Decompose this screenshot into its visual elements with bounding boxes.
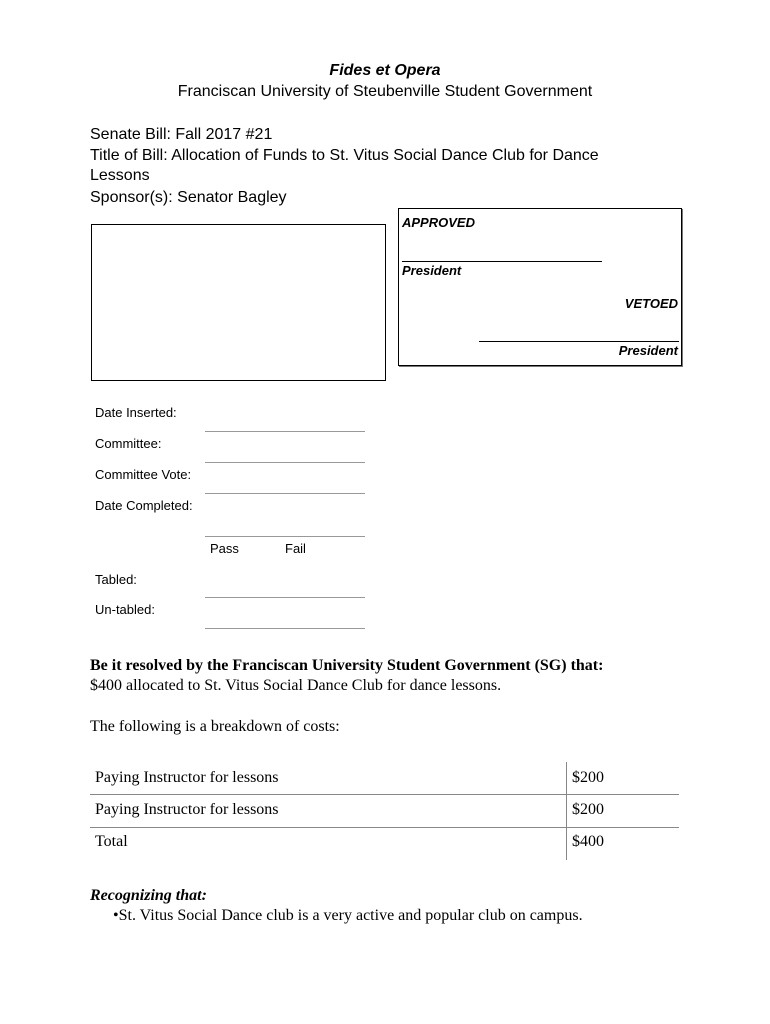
cost-amount: $200	[572, 801, 604, 818]
untabled-line	[205, 628, 365, 629]
cost-item: Paying Instructor for lessons	[95, 801, 279, 818]
vetoed-label: VETOED	[624, 296, 678, 311]
total-label: Total	[95, 833, 128, 850]
resolution-body: $400 allocated to St. Vitus Social Dance Club for dance lessons.	[90, 677, 502, 694]
date-completed-label: Date Completed:	[95, 498, 193, 513]
committee-line	[205, 462, 365, 463]
motto: Fides et Opera	[329, 62, 441, 79]
date-inserted-line	[205, 431, 365, 432]
date-inserted-label: Date Inserted:	[95, 405, 177, 420]
bill-number: Senate Bill: Fall 2017 #21	[90, 126, 273, 143]
approved-label: APPROVED	[402, 215, 475, 230]
committee-label: Committee:	[95, 436, 162, 451]
total-amount: $400	[572, 833, 604, 850]
tabled-label: Tabled:	[95, 572, 137, 587]
table-row-divider	[90, 827, 679, 828]
recognizing-bullet: •St. Vitus Social Dance club is a very active and popular club on campus.	[113, 907, 583, 924]
fail-label: Fail	[285, 541, 306, 556]
president-label-2: President	[618, 343, 678, 358]
veto-signature-line	[479, 341, 679, 342]
organization-name: Franciscan University of Steubenville Student Government	[177, 83, 593, 100]
cost-amount: $200	[572, 769, 604, 786]
table-row-divider	[90, 794, 679, 795]
recognizing-heading: Recognizing that:	[90, 887, 207, 904]
table-column-divider	[566, 762, 567, 860]
untabled-label: Un-tabled:	[95, 602, 155, 617]
approval-box	[398, 208, 682, 366]
cost-item: Paying Instructor for lessons	[95, 769, 279, 786]
tabled-line	[205, 597, 365, 598]
committee-vote-label: Committee Vote:	[95, 467, 192, 482]
breakdown-intro: The following is a breakdown of costs:	[90, 718, 340, 735]
president-label-1: President	[402, 263, 462, 278]
resolution-heading: Be it resolved by the Franciscan University Student Government (SG) that:	[90, 657, 604, 674]
pass-label: Pass	[210, 541, 239, 556]
date-completed-line	[205, 536, 365, 537]
bill-title-line1: Title of Bill: Allocation of Funds to St. Vitus Social Dance Club for Dance	[90, 147, 599, 164]
approve-signature-line	[402, 261, 602, 262]
blank-box	[91, 224, 386, 381]
bill-title-line2: Lessons	[90, 167, 150, 184]
committee-vote-line	[205, 493, 365, 494]
bill-sponsor: Sponsor(s): Senator Bagley	[90, 189, 287, 206]
